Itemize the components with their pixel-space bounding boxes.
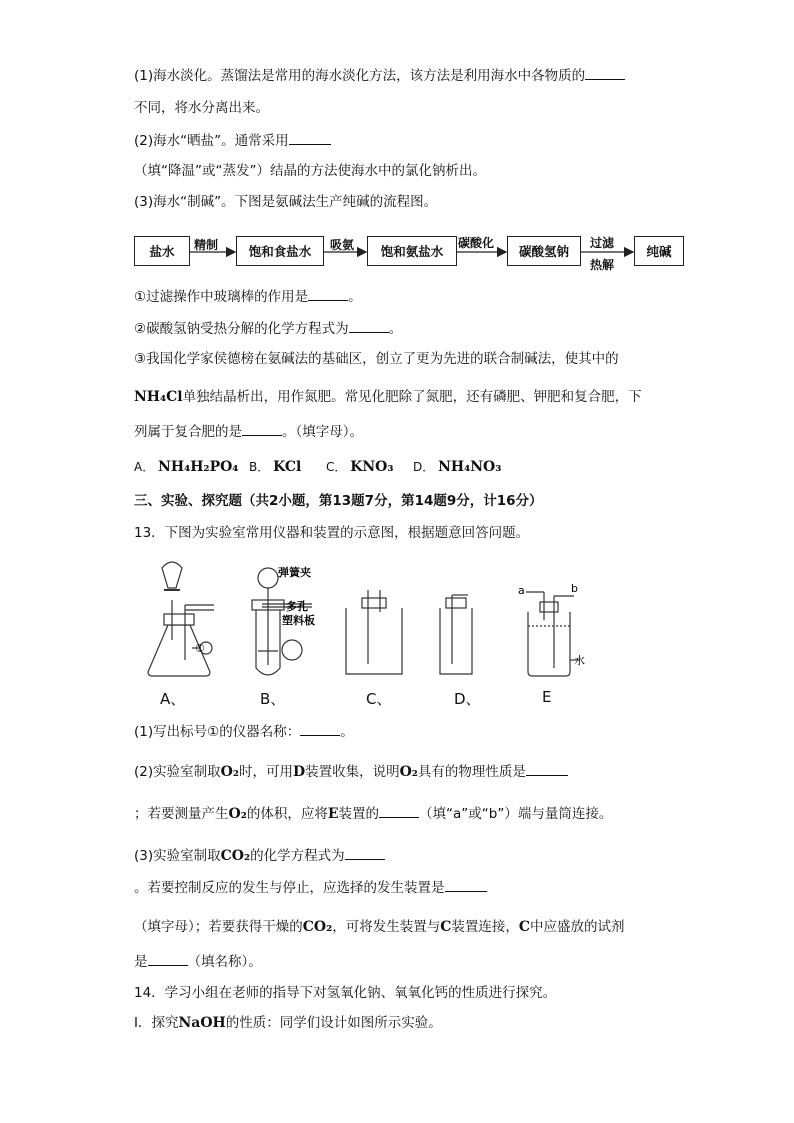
q13-part3-line1 [134, 846, 385, 865]
q13-stem: 13．下图为实验室常用仪器和装置的示意图，根据题意回答问题。 [134, 525, 530, 541]
q13-p3-text-i: （填名称）。 [187, 954, 262, 970]
period: 。 [388, 321, 403, 337]
q12-sub3-line2 [134, 388, 642, 406]
q13-p2-text-d: 具有的物理性质是 [417, 764, 526, 780]
formula-o2: O₂ [399, 764, 418, 780]
q13-part2-line1 [134, 762, 568, 781]
q12-part2-line2: （填“降温”或“蒸发”）结晶的方法使海水中的氯化钠析出。 [134, 163, 486, 179]
q13-part2-line2 [134, 804, 612, 823]
apparatus-diagram [0, 548, 794, 698]
q13-part1-text: (1)写出标号①的仪器名称： [134, 724, 301, 740]
answer-blank[interactable] [349, 319, 389, 333]
flow-box-ammonia-brine: 饱和氨盐水 [367, 236, 457, 266]
q12-part2-text: (2)海水“晒盐”。通常采用 [134, 133, 289, 149]
q13-p2-text-c: 装置收集，说明 [305, 764, 400, 780]
q12-sub3-text: 单独结晶析出，用作氮肥。常见化肥除了氮肥，还有磷肥、钾肥和复合肥，下 [182, 389, 642, 405]
section-3-heading: 三、实验、探究题（共2小题，第13题7分，第14题9分，计16分） [134, 493, 543, 509]
q14-part1 [134, 1014, 442, 1032]
q13-part3-line3 [134, 918, 625, 936]
answer-blank[interactable] [445, 878, 487, 892]
label-port-b: b [571, 582, 578, 595]
label-porous-2: 塑料板 [282, 614, 315, 627]
q12-sub1 [134, 287, 362, 306]
answer-blank[interactable] [308, 287, 348, 301]
formula-co2: CO₂ [302, 919, 333, 935]
answer-blank[interactable] [345, 846, 385, 860]
q13-p2-text-a: (2)实验室制取 [134, 764, 221, 780]
flow-step-carbonation: 碳酸化 [458, 236, 495, 250]
apparatus-label-e: E [542, 688, 552, 706]
flow-box-sodium-bicarbonate: 碳酸氢钠 [507, 236, 581, 266]
q14-p1-text-a: I．探究 [134, 1015, 179, 1031]
apparatus-a [148, 562, 214, 676]
flow-step-refine: 精制 [194, 238, 219, 252]
q12-sub2-text: ②碳酸氢钠受热分解的化学方程式为 [134, 321, 349, 337]
apparatus-e [526, 592, 580, 676]
q13-part3-line4 [134, 952, 262, 971]
apparatus-d [440, 595, 472, 674]
flow-arrows [0, 0, 794, 300]
answer-blank[interactable] [242, 422, 282, 436]
option-c-formula: KNO₃ [350, 459, 394, 475]
q12-sub1-text: ①过滤操作中玻璃棒的作用是 [134, 289, 309, 305]
formula-naoh: NaOH [178, 1015, 226, 1031]
letter-c: C [440, 919, 452, 935]
q13-p2-text-i: （填“a”或“b”）端与量筒连接。 [419, 806, 613, 822]
apparatus-c [346, 590, 402, 674]
q13-p2-text-g: 的体积，应将 [246, 806, 328, 822]
option-b-formula: KCl [273, 459, 302, 475]
apparatus-label-a: A、 [160, 690, 186, 708]
q13-p2-text-h: 装置的 [338, 806, 379, 822]
answer-blank[interactable] [379, 804, 419, 818]
q13-p3-text-a: (3)实验室制取 [134, 848, 221, 864]
option-b-letter: B． [249, 460, 270, 474]
label-spring-clip: 弹簧夹 [278, 566, 311, 579]
label-porous-1: 多孔 [286, 600, 308, 613]
q14-stem: 14．学习小组在老师的指导下对氢氧化钠、氧氧化钙的性质进行探究。 [134, 985, 557, 1001]
option-b[interactable] [249, 458, 301, 475]
answer-blank[interactable] [300, 722, 340, 736]
q12-sub3-text-c: 列属于复合肥的是 [134, 424, 242, 440]
option-a-letter: A． [134, 460, 155, 474]
q13-p2-text-e: ；若要测量产生 [134, 806, 229, 822]
q13-p3-text-h: 是 [134, 954, 148, 970]
q13-part3-line2 [134, 878, 487, 897]
q14-p1-text-b: 的性质：同学们设计如图所示实验。 [225, 1015, 442, 1031]
label-port-a: a [518, 584, 525, 597]
option-d-letter: D． [413, 460, 435, 474]
flow-step-decompose: 热解 [590, 258, 615, 272]
q13-p3-text-f: 装置连接， [451, 919, 519, 935]
flow-box-brine: 盐水 [134, 236, 190, 266]
q12-part1-line2: 不同，将水分离出来。 [134, 100, 269, 116]
option-d[interactable] [413, 458, 501, 475]
letter-c: C [518, 919, 531, 935]
option-a-formula: NH₄H₂PO₄ [158, 459, 239, 475]
q12-sub2 [134, 319, 402, 338]
q12-part3-line: (3)海水“制碱”。下图是氨碱法生产纯碱的流程图。 [134, 194, 438, 210]
label-water: 水 [574, 654, 585, 667]
apparatus-label-d: D、 [454, 690, 481, 708]
letter-d: D [292, 764, 306, 780]
formula-o2: O₂ [228, 806, 247, 822]
q12-sub3-text-d: 。（填字母）。 [282, 424, 363, 440]
flow-box-soda-ash: 纯碱 [634, 236, 684, 266]
formula-o2: O₂ [220, 764, 239, 780]
period: 。 [348, 289, 362, 305]
q13-p3-text-b: 的化学方程式为 [250, 848, 345, 864]
apparatus-label-c: C、 [366, 690, 392, 708]
flow-box-saturated-brine: 饱和食盐水 [236, 236, 324, 266]
q12-sub3-line3 [134, 422, 363, 441]
q13-part1-end: 。 [340, 724, 354, 740]
q12-sub3-line1: ③我国化学家侯德榜在氨碱法的基础区，创立了更为先进的联合制碱法，使其中的 [134, 351, 619, 367]
answer-blank[interactable] [148, 952, 188, 966]
formula-co2: CO₂ [220, 848, 251, 864]
option-c-letter: C． [326, 460, 347, 474]
q13-p3-text-g: 中应盛放的试剂 [530, 919, 625, 935]
flow-step-absorb-ammonia: 吸氨 [330, 238, 355, 252]
q13-p3-text-e: ，可将发生装置与 [332, 919, 441, 935]
q13-p3-text-c: 。若要控制反应的发生与停止，应选择的发生装置是 [134, 880, 445, 896]
apparatus-label-b: B、 [260, 690, 286, 708]
flow-step-filter: 过滤 [590, 236, 615, 250]
option-a[interactable] [134, 458, 238, 475]
q12-part1-text: (1)海水淡化。蒸馏法是常用的海水淡化方法，该方法是利用海水中各物质的 [134, 68, 586, 84]
q13-p3-text-d: （填字母）；若要获得干燥的 [134, 919, 303, 935]
answer-blank[interactable] [526, 762, 568, 776]
option-d-formula: NH₄NO₃ [438, 459, 502, 475]
formula-nh4cl: NH₄Cl [134, 389, 183, 405]
marker-1: ① [195, 642, 205, 655]
q13-p2-text-b: 时，可用 [238, 764, 293, 780]
option-c[interactable] [326, 458, 394, 475]
letter-e: E [327, 806, 339, 822]
q13-part1 [134, 722, 354, 741]
